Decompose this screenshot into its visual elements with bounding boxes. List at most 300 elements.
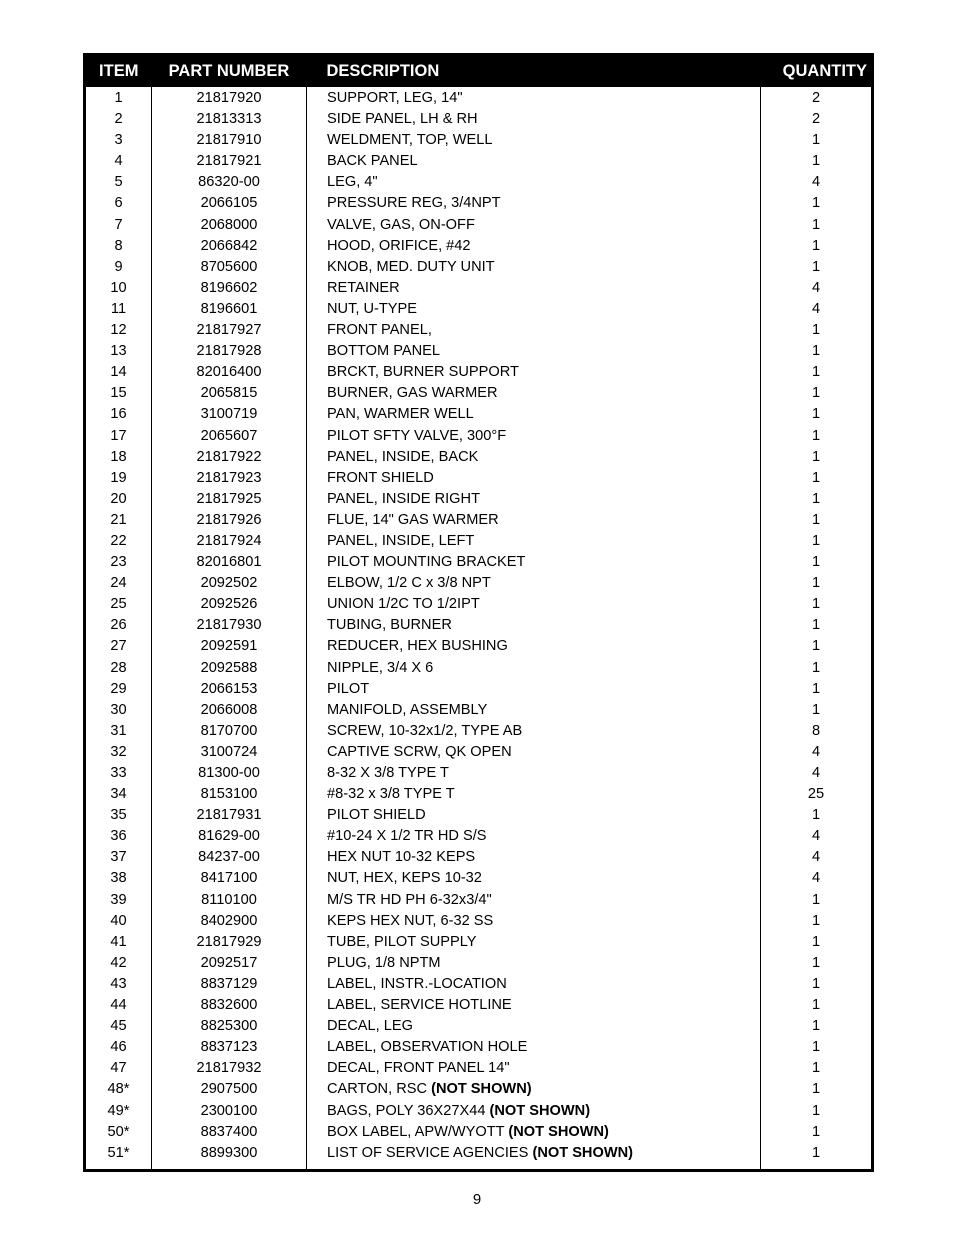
table-row	[85, 1122, 873, 1143]
not-shown-note: (NOT SHOWN)	[489, 1102, 591, 1119]
quantity-cell: 1	[761, 573, 873, 594]
description-cell	[307, 278, 761, 299]
description-text: LEG, 4"	[327, 174, 378, 191]
part-number-cell: 2065815	[152, 383, 307, 404]
item-number-cell: 30	[85, 700, 152, 721]
quantity-cell: 1	[761, 151, 873, 172]
item-number-cell: 46	[85, 1037, 152, 1058]
item-number-cell: 43	[85, 974, 152, 995]
item-number-cell: 41	[85, 932, 152, 953]
column-header-description: DESCRIPTION	[307, 55, 761, 88]
part-number-cell: 2066008	[152, 700, 307, 721]
description-cell	[307, 911, 761, 932]
part-number-cell: 8832600	[152, 995, 307, 1016]
description-text: PILOT MOUNTING BRACKET	[327, 554, 526, 571]
quantity-cell: 1	[761, 636, 873, 657]
part-number-cell: 2092526	[152, 594, 307, 615]
part-number-cell: 81300-00	[152, 763, 307, 784]
table-row	[85, 320, 873, 341]
description-cell	[307, 552, 761, 573]
table-row	[85, 130, 873, 151]
description-text: REDUCER, HEX BUSHING	[327, 638, 508, 655]
description-text: BRCKT, BURNER SUPPORT	[327, 364, 519, 381]
description-text: KNOB, MED. DUTY UNIT	[327, 258, 495, 275]
part-number-cell: 2066105	[152, 193, 307, 214]
description-cell	[307, 700, 761, 721]
table-row	[85, 341, 873, 362]
description-cell	[307, 868, 761, 889]
column-header-item: ITEM	[85, 55, 152, 88]
part-number-cell: 21817921	[152, 151, 307, 172]
table-row	[85, 172, 873, 193]
quantity-cell: 4	[761, 172, 873, 193]
item-number-cell: 19	[85, 468, 152, 489]
page-number: 9	[472, 1191, 482, 1208]
table-row	[85, 1016, 873, 1037]
quantity-cell: 8	[761, 721, 873, 742]
description-cell	[307, 615, 761, 636]
item-number-cell: 23	[85, 552, 152, 573]
description-cell	[307, 130, 761, 151]
part-number-cell: 82016801	[152, 552, 307, 573]
description-cell	[307, 932, 761, 953]
quantity-cell: 4	[761, 868, 873, 889]
quantity-cell: 1	[761, 362, 873, 383]
description-cell	[307, 426, 761, 447]
description-cell	[307, 742, 761, 763]
part-number-cell: 21817927	[152, 320, 307, 341]
description-cell	[307, 341, 761, 362]
description-cell	[307, 1037, 761, 1058]
table-row	[85, 87, 873, 109]
description-text: SUPPORT, LEG, 14"	[327, 90, 463, 106]
table-row	[85, 636, 873, 657]
quantity-cell: 1	[761, 1143, 873, 1171]
table-row	[85, 552, 873, 573]
description-text: TUBE, PILOT SUPPLY	[327, 933, 477, 950]
quantity-cell: 1	[761, 447, 873, 468]
description-text: LABEL, OBSERVATION HOLE	[327, 1039, 528, 1056]
quantity-cell: 1	[761, 531, 873, 552]
part-number-cell: 84237-00	[152, 847, 307, 868]
header-row	[85, 55, 873, 88]
description-text: NIPPLE, 3/4 X 6	[327, 659, 434, 676]
part-number-cell: 21817929	[152, 932, 307, 953]
quantity-cell: 1	[761, 215, 873, 236]
description-text: NUT, HEX, KEPS 10-32	[327, 870, 482, 887]
description-cell	[307, 510, 761, 531]
item-number-cell: 26	[85, 615, 152, 636]
quantity-cell: 1	[761, 489, 873, 510]
item-number-cell: 29	[85, 679, 152, 700]
table-row	[85, 826, 873, 847]
quantity-cell: 1	[761, 679, 873, 700]
description-cell	[307, 468, 761, 489]
part-number-cell: 2092588	[152, 658, 307, 679]
item-number-cell: 16	[85, 404, 152, 425]
part-number-cell: 8402900	[152, 911, 307, 932]
description-cell	[307, 257, 761, 278]
description-cell	[307, 151, 761, 172]
table-row	[85, 1058, 873, 1079]
quantity-cell: 1	[761, 320, 873, 341]
quantity-cell: 1	[761, 932, 873, 953]
table-row	[85, 974, 873, 995]
item-number-cell: 8	[85, 236, 152, 257]
table-row	[85, 447, 873, 468]
part-number-cell: 21817926	[152, 510, 307, 531]
quantity-cell: 4	[761, 826, 873, 847]
part-number-cell: 21817923	[152, 468, 307, 489]
item-number-cell: 6	[85, 193, 152, 214]
quantity-cell: 1	[761, 615, 873, 636]
description-text: PRESSURE REG, 3/4NPT	[327, 195, 501, 212]
table-row	[85, 257, 873, 278]
description-cell	[307, 299, 761, 320]
quantity-cell: 1	[761, 193, 873, 214]
quantity-cell: 1	[761, 236, 873, 257]
table-row	[85, 763, 873, 784]
table-body	[85, 87, 873, 1170]
quantity-cell: 4	[761, 763, 873, 784]
description-cell	[307, 847, 761, 868]
description-cell	[307, 1101, 761, 1122]
item-number-cell: 32	[85, 742, 152, 763]
description-cell	[307, 383, 761, 404]
quantity-cell: 1	[761, 426, 873, 447]
quantity-cell: 1	[761, 1037, 873, 1058]
description-cell	[307, 87, 761, 109]
part-number-cell: 8705600	[152, 257, 307, 278]
item-number-cell: 3	[85, 130, 152, 151]
table-row	[85, 995, 873, 1016]
part-number-cell: 2065607	[152, 426, 307, 447]
description-cell	[307, 679, 761, 700]
part-number-cell: 21817930	[152, 615, 307, 636]
table-row	[85, 109, 873, 130]
quantity-cell: 1	[761, 805, 873, 826]
description-text: #8-32 x 3/8 TYPE T	[327, 786, 455, 803]
part-number-cell: 3100719	[152, 404, 307, 425]
description-cell	[307, 1079, 761, 1100]
description-cell	[307, 320, 761, 341]
part-number-cell: 21817910	[152, 130, 307, 151]
item-number-cell: 45	[85, 1016, 152, 1037]
description-cell	[307, 890, 761, 911]
description-text: CAPTIVE SCRW, QK OPEN	[327, 743, 512, 760]
quantity-cell: 4	[761, 278, 873, 299]
table-row	[85, 679, 873, 700]
description-text: BOX LABEL, APW/WYOTT	[327, 1123, 509, 1140]
description-cell	[307, 109, 761, 130]
part-number-cell: 2092502	[152, 573, 307, 594]
description-text: FRONT SHIELD	[327, 469, 434, 486]
description-cell	[307, 404, 761, 425]
quantity-cell: 1	[761, 1016, 873, 1037]
table-row	[85, 1079, 873, 1100]
table-row	[85, 721, 873, 742]
item-number-cell: 38	[85, 868, 152, 889]
item-number-cell: 20	[85, 489, 152, 510]
table-row	[85, 573, 873, 594]
parts-list-table	[83, 53, 874, 1172]
column-header-quantity: QUANTITY	[761, 55, 873, 88]
item-number-cell: 35	[85, 805, 152, 826]
part-number-cell: 21817920	[152, 87, 307, 109]
quantity-cell: 1	[761, 341, 873, 362]
item-number-cell: 4	[85, 151, 152, 172]
item-number-cell: 31	[85, 721, 152, 742]
description-text: PILOT SFTY VALVE, 300°F	[327, 427, 507, 444]
description-cell	[307, 215, 761, 236]
description-cell	[307, 953, 761, 974]
part-number-cell: 3100724	[152, 742, 307, 763]
item-number-cell: 27	[85, 636, 152, 657]
table-row	[85, 193, 873, 214]
not-shown-note: (NOT SHOWN)	[431, 1081, 532, 1098]
table-row	[85, 489, 873, 510]
quantity-cell: 1	[761, 911, 873, 932]
description-text: MANIFOLD, ASSEMBLY	[327, 701, 488, 718]
column-header-part-number: PART NUMBER	[152, 55, 307, 88]
description-cell	[307, 658, 761, 679]
quantity-cell: 4	[761, 847, 873, 868]
description-text: #10-24 X 1/2 TR HD S/S	[327, 828, 487, 845]
part-number-cell: 81629-00	[152, 826, 307, 847]
description-cell	[307, 362, 761, 383]
part-number-cell: 8170700	[152, 721, 307, 742]
description-cell	[307, 193, 761, 214]
part-number-cell: 8837129	[152, 974, 307, 995]
table-row	[85, 953, 873, 974]
table-row	[85, 236, 873, 257]
description-text: VALVE, GAS, ON-OFF	[327, 216, 475, 233]
item-number-cell: 48*	[85, 1079, 152, 1100]
description-cell	[307, 1058, 761, 1079]
description-text: DECAL, LEG	[327, 1018, 413, 1035]
part-number-cell: 8825300	[152, 1016, 307, 1037]
description-cell	[307, 573, 761, 594]
description-text: PANEL, INSIDE, LEFT	[327, 532, 475, 549]
part-number-cell: 2907500	[152, 1079, 307, 1100]
description-text: KEPS HEX NUT, 6-32 SS	[327, 912, 494, 929]
quantity-cell: 1	[761, 658, 873, 679]
quantity-cell: 25	[761, 784, 873, 805]
item-number-cell: 37	[85, 847, 152, 868]
description-cell	[307, 236, 761, 257]
item-number-cell: 1	[85, 87, 152, 109]
description-text: PLUG, 1/8 NPTM	[327, 954, 441, 971]
item-number-cell: 47	[85, 1058, 152, 1079]
item-number-cell: 24	[85, 573, 152, 594]
table-row	[85, 299, 873, 320]
table-row	[85, 784, 873, 805]
quantity-cell: 1	[761, 468, 873, 489]
item-number-cell: 12	[85, 320, 152, 341]
description-cell	[307, 447, 761, 468]
table-row	[85, 426, 873, 447]
quantity-cell: 4	[761, 299, 873, 320]
part-number-cell: 21813313	[152, 109, 307, 130]
description-cell	[307, 594, 761, 615]
item-number-cell: 40	[85, 911, 152, 932]
table-row	[85, 383, 873, 404]
part-number-cell: 21817931	[152, 805, 307, 826]
description-cell	[307, 763, 761, 784]
part-number-cell: 8837400	[152, 1122, 307, 1143]
quantity-cell: 1	[761, 257, 873, 278]
table-row	[85, 531, 873, 552]
item-number-cell: 36	[85, 826, 152, 847]
table-row	[85, 868, 873, 889]
description-text: DECAL, FRONT PANEL 14"	[327, 1060, 510, 1077]
item-number-cell: 2	[85, 109, 152, 130]
part-number-cell: 8110100	[152, 890, 307, 911]
item-number-cell: 17	[85, 426, 152, 447]
part-number-cell: 2066153	[152, 679, 307, 700]
item-number-cell: 14	[85, 362, 152, 383]
description-text: PAN, WARMER WELL	[327, 406, 474, 423]
item-number-cell: 9	[85, 257, 152, 278]
description-text: SCREW, 10-32x1/2, TYPE AB	[327, 722, 523, 739]
description-cell	[307, 489, 761, 510]
item-number-cell: 5	[85, 172, 152, 193]
description-text: NUT, U-TYPE	[327, 300, 417, 317]
description-text: BOTTOM PANEL	[327, 343, 440, 360]
description-text: UNION 1/2C TO 1/2IPT	[327, 596, 480, 613]
item-number-cell: 21	[85, 510, 152, 531]
description-cell	[307, 826, 761, 847]
quantity-cell: 1	[761, 974, 873, 995]
item-number-cell: 44	[85, 995, 152, 1016]
table-row	[85, 594, 873, 615]
description-text: LABEL, SERVICE HOTLINE	[327, 997, 512, 1014]
table-header	[85, 55, 873, 88]
quantity-cell: 1	[761, 1079, 873, 1100]
table-row	[85, 151, 873, 172]
description-cell	[307, 721, 761, 742]
description-cell	[307, 805, 761, 826]
description-cell	[307, 1122, 761, 1143]
item-number-cell: 33	[85, 763, 152, 784]
quantity-cell: 1	[761, 130, 873, 151]
description-text: TUBING, BURNER	[327, 617, 452, 634]
quantity-cell: 1	[761, 552, 873, 573]
item-number-cell: 25	[85, 594, 152, 615]
item-number-cell: 13	[85, 341, 152, 362]
part-number-cell: 82016400	[152, 362, 307, 383]
part-number-cell: 2092517	[152, 953, 307, 974]
table-row	[85, 468, 873, 489]
quantity-cell: 1	[761, 510, 873, 531]
table-row	[85, 215, 873, 236]
description-text: RETAINER	[327, 279, 400, 296]
quantity-cell: 1	[761, 404, 873, 425]
table-row	[85, 805, 873, 826]
table-row	[85, 932, 873, 953]
description-cell	[307, 1016, 761, 1037]
item-number-cell: 15	[85, 383, 152, 404]
table-row	[85, 911, 873, 932]
description-cell	[307, 784, 761, 805]
item-number-cell: 11	[85, 299, 152, 320]
quantity-cell: 1	[761, 890, 873, 911]
quantity-cell: 2	[761, 87, 873, 109]
item-number-cell: 51*	[85, 1143, 152, 1171]
item-number-cell: 10	[85, 278, 152, 299]
part-number-cell: 86320-00	[152, 172, 307, 193]
quantity-cell: 1	[761, 953, 873, 974]
description-text: BURNER, GAS WARMER	[327, 385, 498, 402]
quantity-cell: 1	[761, 594, 873, 615]
item-number-cell: 28	[85, 658, 152, 679]
description-text: HEX NUT 10-32 KEPS	[327, 849, 476, 866]
part-number-cell: 2066842	[152, 236, 307, 257]
description-text: PANEL, INSIDE, BACK	[327, 448, 479, 465]
quantity-cell: 2	[761, 109, 873, 130]
description-text: FRONT PANEL,	[327, 322, 432, 339]
description-cell	[307, 974, 761, 995]
table-row	[85, 278, 873, 299]
quantity-cell: 1	[761, 1101, 873, 1122]
quantity-cell: 1	[761, 700, 873, 721]
description-text: LABEL, INSTR.-LOCATION	[327, 975, 507, 992]
description-cell	[307, 995, 761, 1016]
part-number-cell: 8417100	[152, 868, 307, 889]
description-text: PILOT	[327, 680, 370, 697]
part-number-cell: 2068000	[152, 215, 307, 236]
not-shown-note: (NOT SHOWN)	[508, 1123, 609, 1140]
item-number-cell: 49*	[85, 1101, 152, 1122]
item-number-cell: 7	[85, 215, 152, 236]
description-text: ELBOW, 1/2 C x 3/8 NPT	[327, 575, 491, 592]
table-row	[85, 742, 873, 763]
description-cell	[307, 1143, 761, 1171]
description-text: SIDE PANEL, LH & RH	[327, 111, 478, 128]
part-number-cell: 8196601	[152, 299, 307, 320]
part-number-cell: 21817924	[152, 531, 307, 552]
part-number-cell: 8153100	[152, 784, 307, 805]
description-text: BACK PANEL	[327, 153, 418, 170]
description-text: PILOT SHIELD	[327, 807, 426, 824]
description-text: HOOD, ORIFICE, #42	[327, 237, 471, 254]
description-text: PANEL, INSIDE RIGHT	[327, 490, 480, 507]
part-number-cell: 21817925	[152, 489, 307, 510]
item-number-cell: 18	[85, 447, 152, 468]
part-number-cell: 2300100	[152, 1101, 307, 1122]
description-text: LIST OF SERVICE AGENCIES	[327, 1144, 533, 1161]
table-row	[85, 658, 873, 679]
item-number-cell: 34	[85, 784, 152, 805]
description-cell	[307, 172, 761, 193]
table-row	[85, 510, 873, 531]
part-number-cell: 8196602	[152, 278, 307, 299]
description-cell	[307, 636, 761, 657]
table-row	[85, 1037, 873, 1058]
description-text: 8-32 X 3/8 TYPE T	[327, 765, 449, 781]
part-number-cell: 8899300	[152, 1143, 307, 1171]
table-row	[85, 362, 873, 383]
item-number-cell: 39	[85, 890, 152, 911]
quantity-cell: 1	[761, 995, 873, 1016]
table-row	[85, 847, 873, 868]
part-number-cell: 8837123	[152, 1037, 307, 1058]
description-text: FLUE, 14" GAS WARMER	[327, 511, 499, 528]
quantity-cell: 1	[761, 1122, 873, 1143]
description-text: M/S TR HD PH 6-32x3/4"	[327, 891, 492, 908]
description-text: BAGS, POLY 36X27X44	[327, 1102, 490, 1119]
description-text: WELDMENT, TOP, WELL	[327, 132, 493, 149]
